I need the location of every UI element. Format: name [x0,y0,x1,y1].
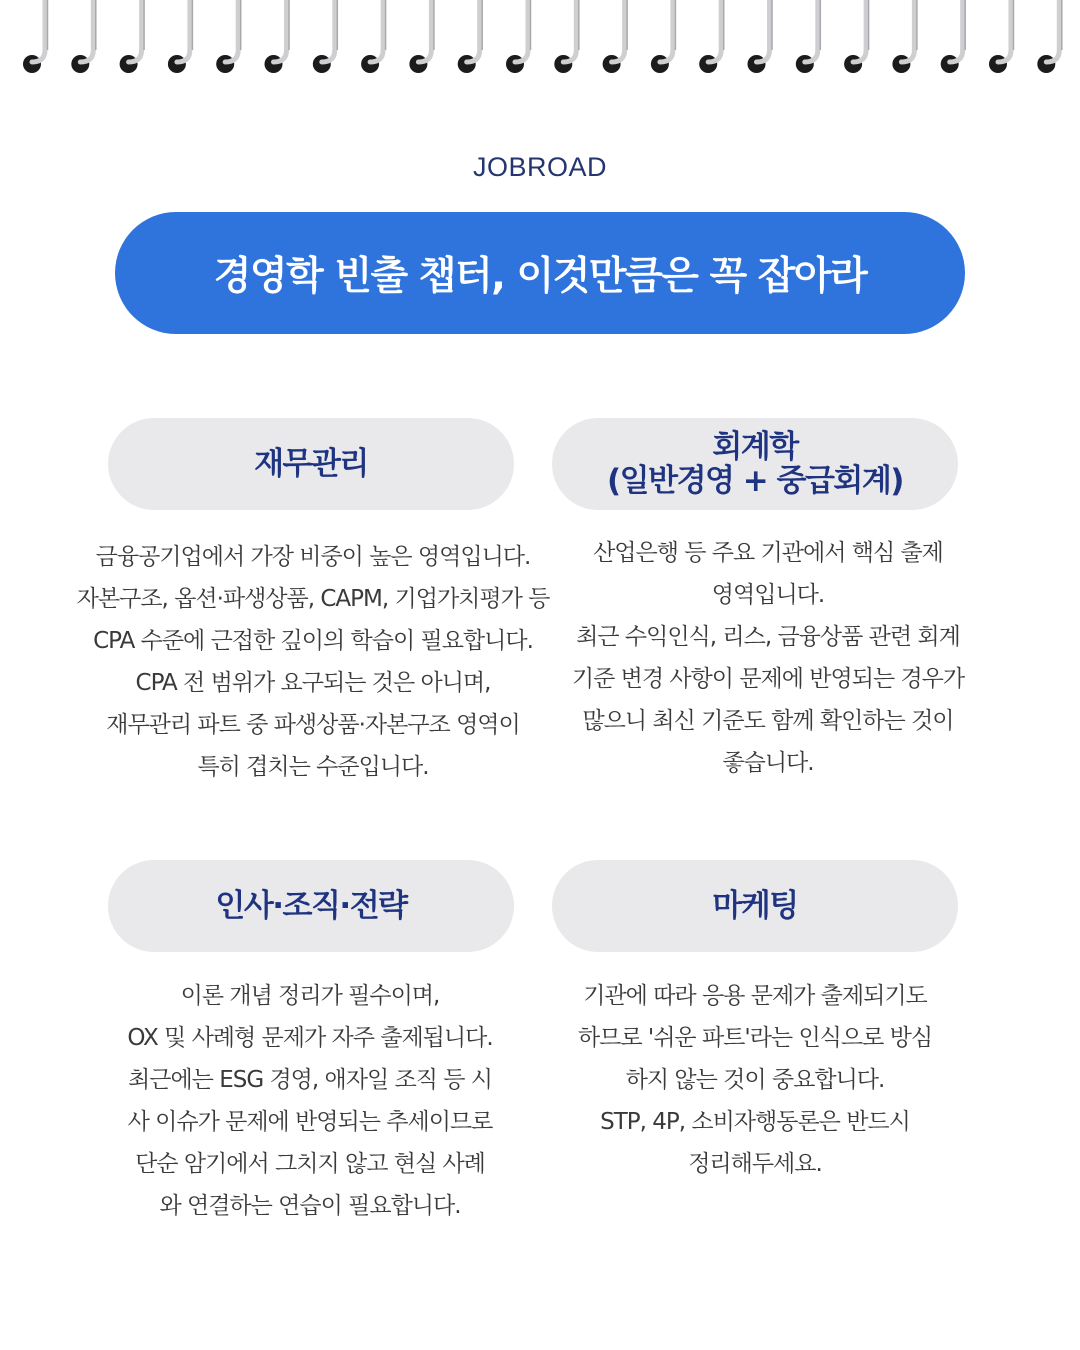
description-line: 재무관리 파트 중 파생상품·자본구조 영역이 [106,712,520,738]
description-line: 자본구조, 옵션·파생상품, CAPM, 기업가치평가 등 [76,586,550,612]
description-line: 정리해두세요. [688,1151,822,1177]
description-line: 사 이슈가 문제에 반영되는 추세이므로 [127,1109,493,1135]
section-title-accounting [607,430,903,498]
binding-ring [458,0,483,73]
description-line: 최근 수익인식, 리스, 금융상품 관련 회계 [576,624,960,650]
binding-ring [796,0,821,73]
binding-ring [23,0,48,73]
description-line: 단순 암기에서 그치지 않고 현실 사례 [135,1151,485,1177]
description-line: 와 연결하는 연습이 필요합니다. [159,1193,461,1219]
description-line: 특히 겹치는 수준입니다. [197,754,429,780]
binding-ring [989,0,1014,73]
description-line: 최근에는 ESG 경영, 애자일 조직 등 시 [128,1067,492,1093]
description-line: 하므로 '쉬운 파트'라는 인식으로 방심 [577,1025,933,1051]
section-description-finance [63,536,563,788]
binding-ring [361,0,386,73]
section-title-line: 인사·조직·전략 [215,888,407,924]
section-description-accounting [518,532,1018,784]
spiral-binding [0,0,1080,80]
binding-ring [265,0,290,73]
section-pill-accounting [552,418,958,510]
section-title-marketing [712,889,797,923]
description-line: OX 및 사례형 문제가 자주 출제됩니다. [127,1025,493,1051]
binding-ring [554,0,579,73]
brand-label: JOBROAD [472,152,608,182]
binding-ring [651,0,676,73]
section-title-line: (일반경영 + 중급회계) [607,463,903,499]
section-title-line: 재무관리 [254,446,368,482]
binding-ring [409,0,434,73]
binding-ring [120,0,145,73]
description-line: 이론 개념 정리가 필수이며, [180,983,440,1009]
description-line: 많으니 최신 기준도 함께 확인하는 것이 [582,708,954,734]
binding-ring [1037,0,1062,73]
description-line: STP, 4P, 소비자행동론은 반드시 [600,1109,910,1135]
binding-ring [699,0,724,73]
headline-banner [115,212,965,334]
section-title-line: 회계학 [712,429,798,465]
description-line: CPA 수준에 근접한 깊이의 학습이 필요합니다. [93,628,533,654]
section-pill-marketing [552,860,958,952]
binding-ring [216,0,241,73]
binding-ring [313,0,338,73]
description-line: 하지 않는 것이 중요합니다. [625,1067,885,1093]
binding-ring [506,0,531,73]
binding-ring [844,0,869,73]
section-pill-finance [108,418,514,510]
binding-ring [748,0,773,73]
binding-ring [892,0,917,73]
section-title-hr-organization-strategy [215,889,406,923]
binding-ring [603,0,628,73]
description-line: 기준 변경 사항이 문제에 반영되는 경우가 [571,666,965,692]
description-line: 금융공기업에서 가장 비중이 높은 영역입니다. [95,544,531,570]
description-line: CPA 전 범위가 요구되는 것은 아니며, [135,670,491,696]
headline-title: 경영학 빈출 챕터, 이것만큼은 꼭 잡아라 [213,254,867,299]
binding-ring [941,0,966,73]
description-line: 산업은행 등 주요 기관에서 핵심 출제 [593,540,943,566]
description-line: 좋습니다. [722,750,814,776]
description-line: 영역입니다. [711,582,825,608]
section-pill-hr-organization-strategy [108,860,514,952]
section-title-line: 마케팅 [712,888,798,924]
binding-ring [71,0,96,73]
description-line: 기관에 따라 응용 문제가 출제되기도 [583,983,927,1009]
section-description-hr-organization-strategy [60,975,560,1227]
binding-ring [168,0,193,73]
section-description-marketing [505,975,1005,1185]
section-title-finance [254,447,368,481]
